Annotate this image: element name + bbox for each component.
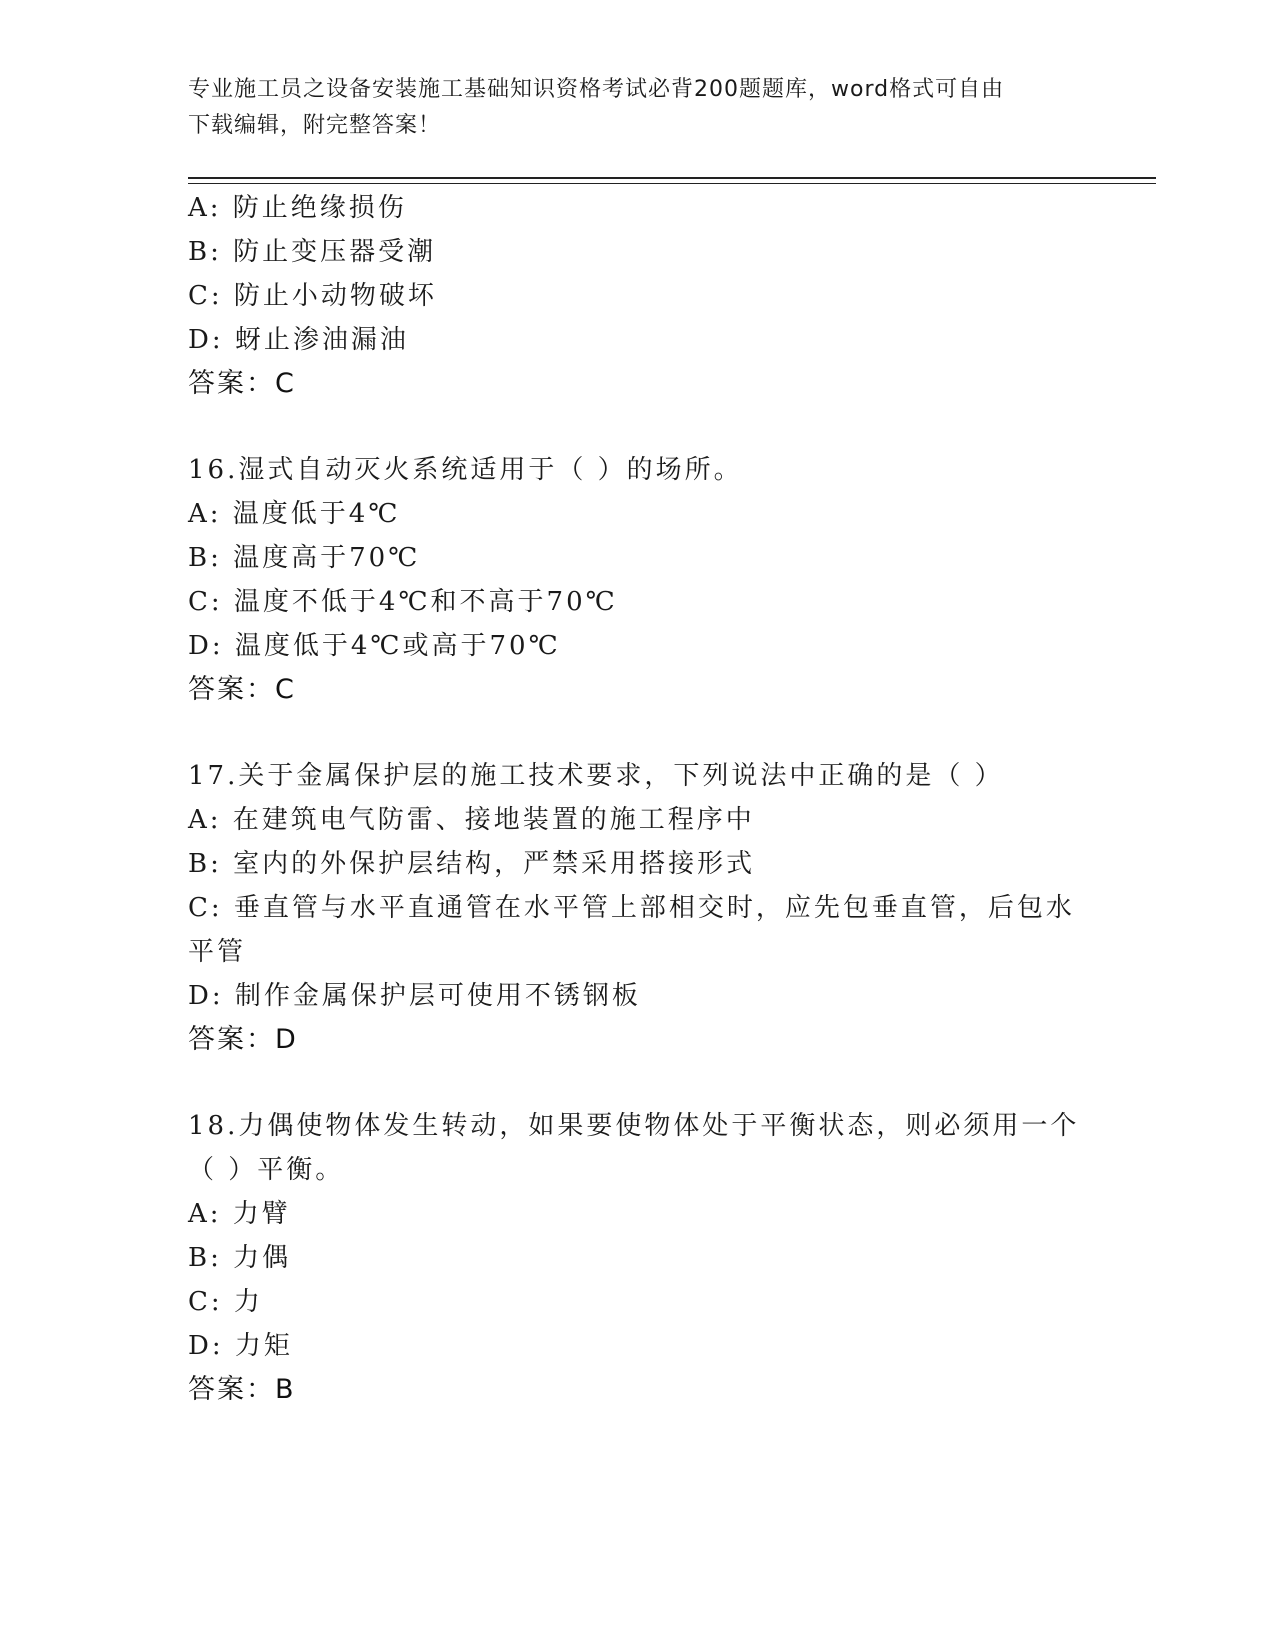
q18-stem-line-2: （ ）平衡。	[188, 1155, 345, 1185]
document-header	[188, 72, 1068, 144]
q15-option-c: C: 防止小动物破坏	[188, 281, 437, 311]
q18-answer: 答案：B	[188, 1374, 296, 1405]
q16-option-c: C: 温度不低于4℃和不高于70℃	[188, 587, 618, 617]
q16-option-b: B: 温度高于70℃	[188, 543, 421, 573]
q17-answer: 答案：D	[188, 1024, 298, 1055]
q17-option-d: D: 制作金属保护层可使用不锈钢板	[188, 981, 641, 1011]
header-divider-thick	[188, 177, 1156, 179]
q17-option-c-line-1: C: 垂直管与水平直通管在水平管上部相交时，应先包垂直管，后包水	[188, 893, 1075, 923]
q18-option-c: C: 力	[188, 1287, 263, 1317]
q15-answer: 答案：C	[188, 368, 296, 399]
header-line-2: 下载编辑，附完整答案！	[188, 113, 442, 138]
q17-option-b: B: 室内的外保护层结构，严禁采用搭接形式	[188, 849, 756, 879]
q16-answer: 答案：C	[188, 674, 296, 705]
q18-stem-line-1: 18.力偶使物体发生转动，如果要使物体处于平衡状态，则必须用一个	[188, 1111, 1080, 1141]
q18-option-d: D: 力矩	[188, 1331, 293, 1361]
q18-option-a: A: 力臂	[188, 1199, 291, 1229]
q16-option-d: D: 温度低于4℃或高于70℃	[188, 631, 561, 661]
q15-option-d: D: 蚜止渗油漏油	[188, 325, 409, 355]
q18-option-b: B: 力偶	[188, 1243, 292, 1273]
q16-option-a: A: 温度低于4℃	[188, 499, 401, 529]
header-divider-thin	[188, 183, 1156, 184]
q17-option-a: A: 在建筑电气防雷、接地装置的施工程序中	[188, 805, 755, 835]
q15-option-a: A: 防止绝缘损伤	[188, 193, 407, 223]
q17-stem: 17.关于金属保护层的施工技术要求，下列说法中正确的是（ ）	[188, 761, 1004, 791]
header-line-1: 专业施工员之设备安装施工基础知识资格考试必背200题题库，word格式可自由	[188, 77, 1005, 102]
q17-option-c-line-2: 平管	[188, 937, 247, 967]
q16-stem: 16.湿式自动灭火系统适用于（ ）的场所。	[188, 455, 743, 485]
q15-option-b: B: 防止变压器受潮	[188, 237, 437, 267]
